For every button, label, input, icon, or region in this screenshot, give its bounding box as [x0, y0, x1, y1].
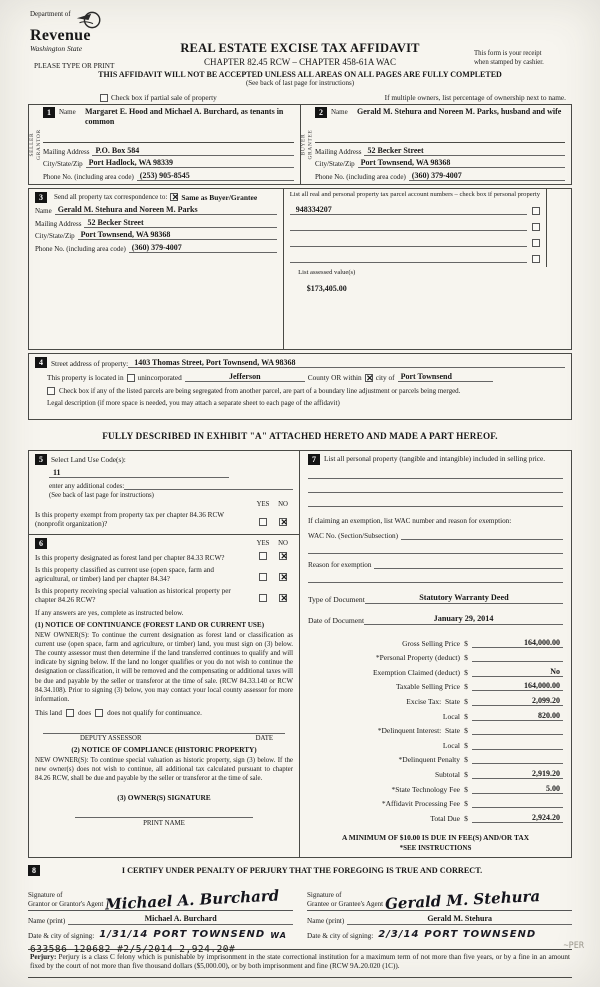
personal-property-line: [308, 467, 563, 479]
city-of-label: city of: [375, 372, 395, 382]
exemption-intro: If claiming an exemption, list WAC number and reason for exemption:: [308, 516, 512, 525]
parcel-list: [284, 189, 547, 349]
personal-property-checkbox: [532, 207, 540, 215]
section-1-number: 1: [43, 107, 55, 118]
grantor-signature: Michael A. Burchard: [104, 886, 280, 914]
personal-property-line: [308, 481, 563, 493]
section-5-number: 5: [35, 454, 47, 465]
assessed-value-header: List assessed value(s): [298, 268, 356, 276]
corr-name-value: Gerald M. Stehura and Noreen M. Parks: [55, 205, 277, 215]
buyer-mailing-label: Mailing Address: [315, 147, 362, 156]
seller-phone-value: (253) 905-8545: [137, 171, 294, 181]
money-value: 2,919.20: [472, 769, 563, 779]
seller-citystate-label: City/State/Zip: [43, 160, 83, 168]
does-not-qualify-checkbox: [95, 709, 103, 717]
buyer-phone-label: Phone No. (including area code): [315, 172, 406, 181]
section-8-number: 8: [28, 865, 40, 876]
personal-property-checkbox: [532, 223, 540, 231]
seller-phone-label: Phone No. (including area code): [43, 172, 134, 181]
yes-no-header: YES NO: [256, 500, 288, 508]
corr-citystate-value: Port Townsend, WA 98368: [78, 230, 277, 240]
grantee-agent-label: Grantee or Grantee's Agent: [307, 899, 384, 908]
please-type-label: PLEASE TYPE OR PRINT: [34, 62, 115, 70]
reason-label: Reason for exemption: [308, 560, 372, 569]
personal-property-section: [300, 451, 571, 857]
does-not-label: does not qualify for continuance.: [107, 708, 202, 717]
parties-section: [28, 104, 572, 185]
corr-phone-label: Phone No. (including area code): [35, 244, 126, 253]
section-7-number: 7: [308, 454, 320, 465]
dollar-sign: $: [464, 799, 468, 809]
notice-continuance-body: NEW OWNER(S): To continue the current designation as forest land or classification as current use (open space, farm and agriculture, or timber) land, you must sign on (3) below. The county assessor must then determine if the land transferred continues to qualify and will indicate by signing below. If the land no longer qualifies or you do not wish to continue the designation or classification, it will be removed and the compensating or additional taxes will be due and payable by the seller or transferor at the time of sale. (RCW 84.33.140 or RCW 84.34.108). Prior to signing (3) below, you may contact your local county assessor for more information.: [35, 631, 293, 703]
forest-land-section: [29, 535, 299, 857]
current-use-yes-checkbox: [259, 573, 267, 581]
corr-phone-value: (360) 379-4007: [129, 243, 277, 253]
grantor-printed-name: Michael A. Burchard: [68, 914, 293, 925]
buyer-phone-value: (360) 379-4007: [409, 171, 565, 181]
seller-name-value: Margaret E. Hood and Michael A. Burchard, as tenants in common: [85, 107, 284, 127]
current-use-no-checkbox: [279, 573, 287, 581]
date-label: DATE: [255, 734, 273, 742]
parcel-number: 948334207: [290, 205, 527, 215]
unincorporated-checkbox: [127, 374, 135, 382]
grantor-signature-block: Signature of Grantor or Grantor's Agent Michael A. Burchard: [28, 881, 293, 911]
tax-correspondence-section: [28, 188, 572, 350]
deputy-assessor-label: DEPUTY ASSESSOR: [80, 734, 142, 742]
print-name-label: PRINT NAME: [143, 820, 185, 828]
name-print-label: Name (print): [28, 916, 66, 925]
dollar-sign: $: [464, 711, 468, 721]
parcel-row: [290, 253, 540, 263]
money-row: *Delinquent Penalty $: [308, 754, 563, 764]
grantee-signature-block: Signature of Grantee or Grantee's Agent Gerald M. Stehura: [307, 881, 572, 911]
money-row: Local $: [308, 740, 563, 750]
money-value: 164,000.00: [472, 638, 563, 648]
wac-label: WAC No. (Section/Subsection): [308, 531, 399, 540]
additional-codes-label: enter any additional codes:: [49, 481, 125, 490]
money-row: *State Technology Fee $ 5.00: [308, 784, 563, 794]
this-land-label: This land: [35, 708, 62, 717]
certification-section: [28, 865, 572, 940]
parcel-row: [290, 221, 540, 231]
section-4-number: 4: [35, 357, 47, 368]
money-row: *Affidavit Processing Fee $: [308, 798, 563, 808]
money-value: [472, 798, 563, 808]
seller-name-label: Name: [59, 108, 76, 116]
historic-no-checkbox: [279, 594, 287, 602]
grantee-printed-name: Gerald M. Stehura: [347, 914, 572, 925]
money-value: 820.00: [472, 711, 563, 721]
grantor-signing-city: PORT TOWNSEND: [153, 928, 266, 940]
stamp-fragment: ~PER: [563, 941, 584, 951]
money-value: 2,099.20: [472, 696, 563, 706]
dor-logo: [30, 10, 102, 53]
dollar-sign: $: [464, 740, 468, 750]
name-print-label: Name (print): [307, 916, 345, 925]
grantee-signing-city: PORT TOWNSEND: [424, 928, 537, 940]
dollar-sign: $: [464, 755, 468, 765]
corr-mailing-label: Mailing Address: [35, 219, 82, 228]
page-title: REAL ESTATE EXCISE TAX AFFIDAVIT: [180, 41, 420, 55]
parcel-header: List all real and personal property tax parcel account numbers – check box if personal property: [289, 190, 541, 198]
section-6-number: 6: [35, 538, 47, 549]
perjury-label: Perjury:: [30, 952, 57, 961]
form-header: [28, 8, 572, 92]
current-use-question: Is this property classified as current use (open space, farm and agricultural, or timber) land per chapter 84.34?: [35, 565, 215, 583]
parcel-number: [290, 221, 527, 231]
same-as-buyer-checkbox: [170, 193, 178, 201]
parcel-row: [290, 237, 540, 247]
dollar-sign: $: [464, 638, 468, 648]
dept-of-label: Department of: [30, 10, 71, 18]
grantee-signature: Gerald M. Stehura: [384, 886, 541, 913]
wac-extra-line: [308, 542, 563, 554]
dollar-sign: $: [464, 696, 468, 706]
county-value: Jefferson: [185, 372, 305, 382]
corr-citystate-label: City/State/Zip: [35, 232, 75, 240]
buyer-mailing-value: 52 Becker Street: [364, 146, 565, 156]
seller-grantor-side-label: SELLER GRANTOR: [28, 128, 41, 160]
forest-no-checkbox: [279, 552, 287, 560]
parcel-number: [290, 237, 527, 247]
multiple-owners-note: If multiple owners, list percentage of ownership next to name.: [384, 93, 566, 102]
money-row: Taxable Selling Price $ 164,000.00: [308, 681, 563, 691]
partial-sale-label: Check box if partial sale of property: [111, 93, 217, 102]
property-address-section: [28, 353, 572, 420]
dollar-sign: $: [464, 667, 468, 677]
dollar-sign: $: [464, 726, 468, 736]
notice-compliance-title: (2) NOTICE OF COMPLIANCE (HISTORIC PROPERTY): [71, 745, 257, 754]
street-address-label: Street address of property:: [51, 358, 129, 368]
grantee-signing-date: 2/3/14: [378, 928, 420, 940]
dollar-sign: $: [464, 653, 468, 663]
city-value: Port Townsend: [398, 372, 493, 382]
city-checkbox: [365, 374, 373, 382]
washington-state-label: Washington State: [30, 44, 83, 53]
owner-signature-line: [75, 804, 253, 818]
money-row: Local $ 820.00: [308, 711, 563, 721]
money-value: No: [472, 667, 563, 677]
buyer-section: [300, 105, 571, 184]
buyer-grantee-side-label: BUYER GRANTEE: [300, 129, 313, 160]
assessed-value: [289, 335, 365, 345]
forest-land-question: Is this property designated as forest land per chapter 84.33 RCW?: [35, 553, 225, 562]
land-use-code-value: 11: [49, 468, 229, 478]
historic-yes-checkbox: [259, 594, 267, 602]
land-use-section: [29, 451, 299, 535]
date-city-label: Date & city of signing:: [307, 931, 374, 940]
exhibit-statement: FULLY DESCRIBED IN EXHIBIT "A" ATTACHED HERETO AND MADE A PART HEREOF.: [102, 430, 498, 441]
reason-extra-line: [308, 571, 563, 583]
see-back-note: (See back of last page for instructions): [245, 79, 355, 87]
owners-signature-label: (3) OWNER(S) SIGNATURE: [117, 793, 211, 803]
money-row: *Personal Property (deduct) $: [308, 652, 563, 662]
grantor-agent-label: Grantor or Grantor's Agent: [28, 899, 104, 908]
dollar-sign: $: [464, 682, 468, 692]
legal-description-label: Legal description (if more space is needed, you may attach a separate sheet to each page of the affidavit): [47, 398, 340, 407]
notice-continuance-title: (1) NOTICE OF CONTINUANCE (FOREST LAND OR CURRENT USE): [35, 620, 265, 629]
grantor-signing-date: 1/31/14: [99, 928, 149, 940]
does-qualify-checkbox: [66, 709, 74, 717]
money-value: 164,000.00: [472, 681, 563, 691]
section-2-number: 2: [315, 107, 327, 118]
doc-type-value: Statutory Warranty Deed: [365, 593, 563, 604]
minimum-fee-note: A MINIMUM OF $10.00 IS DUE IN FEE(S) AND/OR TAX: [341, 832, 530, 842]
partial-sale-row: [28, 93, 572, 102]
land-use-label: Select Land Use Code(s):: [51, 454, 126, 464]
county-or-label: County OR within: [307, 372, 362, 382]
money-row: Subtotal $ 2,919.20: [308, 769, 563, 779]
certify-statement: I CERTIFY UNDER PENALTY OF PERJURY THAT THE FOREGOING IS TRUE AND CORRECT.: [121, 865, 483, 875]
money-value: 2,924.20: [472, 813, 563, 823]
exempt-yes-checkbox: [259, 518, 267, 526]
reason-line: [374, 560, 563, 569]
excise-tax-table: [308, 633, 563, 823]
segregated-label: Check box if any of the listed parcels are being segregated from another parcel, are part of a boundary line adjustment or parcels being merged.: [59, 386, 461, 395]
buyer-name-label: Name: [331, 108, 348, 116]
doc-date-value: January 29, 2014: [364, 614, 563, 625]
chapter-subtitle: CHAPTER 82.45 RCW – CHAPTER 458-61A WAC: [204, 57, 396, 67]
money-row: Total Due $ 2,924.20: [308, 813, 563, 823]
additional-codes-line: [124, 481, 293, 490]
dollar-sign: $: [464, 784, 468, 794]
personal-property-label: List all personal property (tangible and intangible) included in selling price.: [324, 453, 546, 463]
money-row: *Delinquent Interest: State $: [308, 725, 563, 735]
does-label: does: [77, 708, 92, 717]
notice-compliance-body: NEW OWNER(S): To continue special valuation as historic property, sign (3) below. If the new owner(s) does not wish to continue, all additional tax calculated pursuant to chapter 84.26 RCW, shall be due and payable by the seller or transferor at the time of sale.: [35, 756, 293, 783]
seller-mailing-value: P.O. Box 584: [92, 146, 294, 156]
assessed-value: $173,405.00: [306, 283, 347, 293]
seller-citystate-value: Port Hadlock, WA 98339: [86, 158, 294, 168]
assessed-value: [289, 301, 365, 311]
section-3-number: 3: [35, 192, 47, 203]
if-yes-note: If any answers are yes, complete as instructed below.: [35, 608, 184, 617]
unincorporated-label: unincorporated: [137, 372, 182, 382]
seller-mailing-label: Mailing Address: [43, 147, 90, 156]
exempt-question: Is this property exempt from property tax per chapter 84.36 RCW (nonprofit organization)?: [35, 510, 224, 528]
personal-property-checkbox: [532, 239, 540, 247]
dollar-sign: $: [464, 769, 468, 779]
street-address-value: 1403 Thomas Street, Port Townsend, WA 98368: [128, 358, 565, 368]
personal-property-line: [308, 495, 563, 507]
yes-no-header-2: YES NO: [256, 539, 288, 547]
doc-date-label: Date of Document: [308, 615, 365, 625]
cashier-receipt-stamp: 633586 120682 #2/5/2014 2,924.20#: [30, 944, 236, 955]
partial-sale-checkbox: [100, 94, 108, 102]
personal-property-checkbox: [532, 255, 540, 263]
grantor-signing-state: WA: [270, 930, 287, 940]
historic-question: Is this property receiving special valuation as historical property per chapter 84.26 RCW?: [35, 586, 231, 604]
buyer-citystate-label: City/State/Zip: [315, 160, 355, 168]
money-value: [472, 725, 563, 735]
located-in-label: This property is located in: [47, 372, 124, 382]
perjury-text: Perjury is a class C felony which is punishable by imprisonment in the state correctional institution for a maximum term of not more than five years, or by a fine in an amount fixed by the court of not more than five thousand dollars ($5,000.00), or by both imprisonment and fine (RCW 9A.20.020 (1C)).: [30, 952, 570, 971]
doc-type-label: Type of Document: [308, 594, 365, 604]
revenue-wordmark: Revenue: [30, 27, 91, 44]
parcel-row: [290, 205, 540, 215]
warning-line: THIS AFFIDAVIT WILL NOT BE ACCEPTED UNLESS ALL AREAS ON ALL PAGES ARE FULLY COMPLETED: [98, 70, 502, 79]
parcel-number: [290, 253, 527, 263]
see-back-note-2: (See back of last page for instructions): [49, 491, 154, 499]
wac-line: [401, 531, 563, 540]
money-row: Excise Tax: State $ 2,099.20: [308, 696, 563, 706]
corr-mailing-value: 52 Becker Street: [84, 218, 276, 228]
assessed-value: [289, 318, 365, 328]
corr-name-label: Name: [35, 207, 52, 215]
buyer-name-value: Gerald M. Stehura and Noreen M. Parks, husband and wife: [357, 107, 562, 116]
send-correspondence-label: Send all property tax correspondence to:: [54, 193, 168, 201]
money-value: [472, 652, 563, 662]
date-city-label: Date & city of signing:: [28, 931, 95, 940]
money-value: 5.00: [472, 784, 563, 794]
money-row: Gross Selling Price $ 164,000.00: [308, 638, 563, 648]
receipt-note: This form is your receipt when stamped by cashier.: [474, 50, 544, 66]
forest-yes-checkbox: [259, 552, 267, 560]
deputy-assessor-signature-line: [43, 721, 285, 734]
see-instructions-note: *SEE INSTRUCTIONS: [399, 843, 472, 852]
money-value: [472, 754, 563, 764]
seller-section: [29, 105, 300, 184]
money-row: Exemption Claimed (deduct) $ No: [308, 667, 563, 677]
dollar-sign: $: [464, 813, 468, 823]
buyer-citystate-value: Port Townsend, WA 98368: [358, 158, 565, 168]
mid-columns: [28, 450, 572, 858]
same-as-buyer-label: Same as Buyer/Grantee: [181, 192, 258, 202]
exempt-no-checkbox: [279, 518, 287, 526]
segregated-checkbox: [47, 387, 55, 395]
money-value: [472, 740, 563, 750]
